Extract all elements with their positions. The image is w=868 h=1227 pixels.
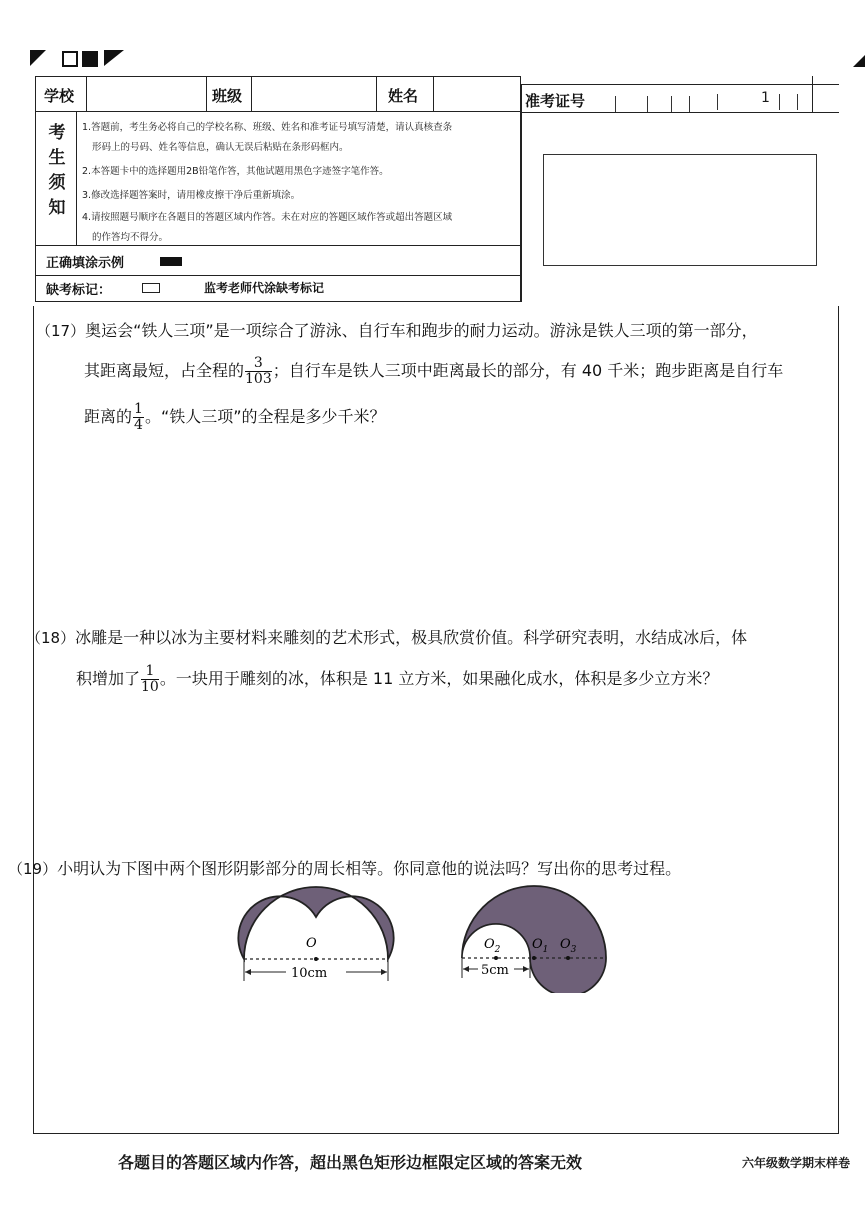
question-17-line2 [84, 356, 783, 387]
question-17-text: 距离的 [84, 407, 133, 426]
notice-item: 2.本答题卡中的选择题用2B铅笔作答，其他试题用黑色字迹签字笔作答。 [82, 166, 389, 177]
exam-id-digit: 1 [761, 90, 770, 106]
fraction [133, 402, 144, 433]
fraction-numerator: 1 [141, 664, 159, 680]
question-18-line2 [76, 664, 718, 695]
center-o3-label: $O_3$ [560, 937, 577, 955]
dimension-label: 10cm [291, 966, 328, 981]
question-18-line1 [26, 625, 747, 651]
question-17-text: 奥运会“铁人三项”是一项综合了游泳、自行车和跑步的耐力运动。游泳是铁人三项的第一部分， [85, 321, 758, 340]
notice-item: 的作答均不得分。 [92, 232, 169, 243]
absent-label: 缺考标记： [46, 283, 112, 298]
fraction-denominator: 103 [245, 371, 272, 387]
question-18-number: （18） [26, 629, 76, 647]
question-17-number: （17） [36, 322, 86, 340]
fraction [245, 356, 272, 387]
class-field[interactable] [253, 78, 374, 110]
question-19-text: 小明认为下图中两个图形阴影部分的周长相等。你同意他的说法吗？写出你的思考过程。 [57, 859, 682, 878]
absent-note: 监考老师代涂缺考标记 [204, 281, 325, 295]
notice-title [40, 121, 74, 221]
question-19-answer-space[interactable] [36, 1000, 836, 1128]
alignment-mark-empty-square [62, 51, 78, 67]
question-18-answer-space[interactable] [36, 705, 836, 845]
figure-semicircle [236, 885, 396, 990]
notice-item: 形码上的号码、姓名等信息，确认无误后粘贴在条形码框内。 [92, 142, 349, 153]
footer-warning: 各题目的答题区域内作答，超出黑色矩形边框限定区域的答案无效 [118, 1153, 583, 1172]
alignment-mark-filled-square [82, 51, 98, 67]
exam-id-panel [521, 76, 839, 302]
alignment-mark-right [104, 50, 124, 66]
alignment-mark-left [30, 50, 46, 66]
notice-title-char: 考 [48, 123, 66, 143]
exam-id-label: 准考证号 [525, 92, 586, 110]
notice-item: 4.请按照题号顺序在各题目的答题区域内作答。未在对应的答题区域作答或超出答题区域 [82, 212, 453, 223]
center-o1-label: $O_1$ [532, 937, 549, 955]
student-info-panel [35, 76, 521, 302]
question-18-text: 积增加了 [76, 669, 141, 688]
notice-title-char: 知 [48, 198, 66, 218]
center-o2-label: $O_2$ [484, 937, 501, 955]
notice-title-char: 须 [48, 173, 66, 193]
figure-shell [452, 878, 622, 993]
question-19-number: （19） [8, 860, 58, 878]
fraction [141, 664, 159, 695]
barcode-sticker-box[interactable] [543, 154, 817, 266]
fraction-numerator: 1 [134, 401, 143, 417]
school-label: 学校 [44, 87, 75, 105]
question-17-line1 [36, 318, 758, 344]
school-field[interactable] [88, 78, 204, 110]
question-17-text: 。“铁人三项”的全程是多少千米？ [144, 407, 386, 426]
dimension-label: 5cm [481, 963, 509, 978]
notice-item: 3.修改选择题答案时，请用橡皮擦干净后重新填涂。 [82, 190, 301, 201]
question-17-text: 其距离最短，占全程的 [84, 361, 245, 380]
alignment-mark-corner [853, 55, 865, 67]
fraction-denominator: 10 [141, 679, 159, 695]
notice-title-char: 生 [48, 148, 66, 168]
name-field[interactable] [435, 78, 519, 110]
notice-item: 1.答题前，考生务必将自己的学校名称、班级、姓名和准考证号填写清楚，请认真核查条 [82, 122, 453, 133]
question-18-text: 。一块用于雕刻的冰，体积是 11 立方米，如果融化成水，体积是多少立方米？ [159, 669, 719, 688]
question-17-answer-space[interactable] [36, 440, 836, 620]
question-18-text: 冰雕是一种以冰为主要材料来雕刻的艺术形式，极具欣赏价值。科学研究表明，水结成冰后，体 [75, 628, 748, 647]
center-point [314, 957, 318, 961]
footer-paper-name: 六年级数学期末样卷 [742, 1156, 851, 1170]
absent-checkbox[interactable] [142, 283, 160, 293]
fill-example-mark [160, 257, 182, 266]
fraction-denominator: 4 [134, 417, 143, 433]
question-17-text: ；自行车是铁人三项中距离最长的部分，有 40 千米；跑步距离是自行车 [272, 361, 784, 380]
fill-example-label: 正确填涂示例 [46, 256, 125, 271]
fraction-numerator: 3 [245, 356, 272, 372]
class-label: 班级 [212, 87, 243, 105]
question-17-line3 [84, 402, 386, 433]
name-label: 姓名 [388, 87, 419, 105]
center-label: O [306, 936, 317, 951]
